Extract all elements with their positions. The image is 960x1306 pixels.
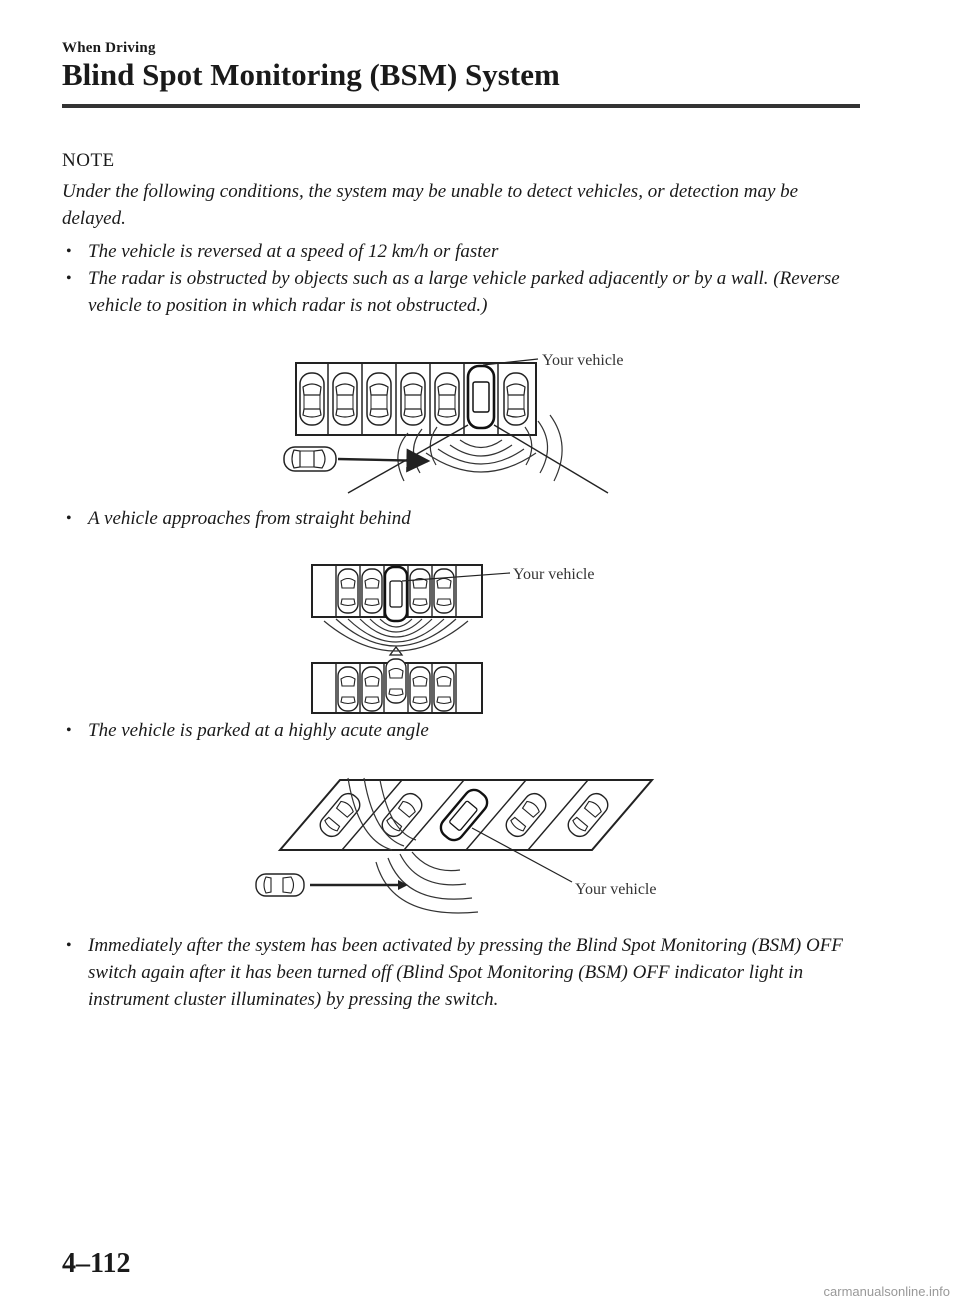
note-label: NOTE [62,150,115,171]
figure-acute-angle [240,770,680,930]
figure-radar-obstructed [270,345,650,500]
figure-label-your-vehicle: Your vehicle [542,352,624,369]
title-rule [62,104,860,108]
bullet-dot: • [66,243,72,260]
bullet-text: The vehicle is parked at a highly acute angle [88,720,429,741]
bullet-text: A vehicle approaches from straight behind [88,508,411,529]
bullet-dot: • [66,722,72,739]
bullet-straight-behind [62,505,862,532]
bullet-bsm-reactivated [62,932,862,1013]
bullet-text: Immediately after the system has been activated by pressing the Blind Spot Monitoring (BSM) OFF switch again after it has been turned off (Blind Spot Monitoring (BSM) OFF indicator light in instrument cluster illuminates) by pressing the switch. [88,935,843,1010]
bullet-acute-angle [62,717,862,744]
bullet-radar-obstructed [62,265,862,319]
bullet-dot: • [66,510,72,527]
figure-label-your-vehicle: Your vehicle [513,566,595,583]
note-intro: Under the following conditions, the system may be unable to detect vehicles, or detection may be delayed. [62,181,799,229]
bullet-reverse-speed [62,238,862,265]
figure-label-your-vehicle: Your vehicle [575,881,657,898]
section-label: When Driving [62,40,156,56]
bullet-dot: • [66,270,72,287]
bullet-text: The radar is obstructed by objects such as a large vehicle parked adjacently or by a wall. (Reverse vehicle to position in which radar is not obstructed.) [88,268,840,316]
bullet-text: The vehicle is reversed at a speed of 12 km/h or faster [88,241,499,262]
watermark: carmanualsonline.info [823,1284,950,1299]
page-title: Blind Spot Monitoring (BSM) System [62,57,560,92]
figure-straight-behind [300,555,620,715]
bullet-dot: • [66,937,72,954]
page-number: 4–112 [62,1248,131,1279]
